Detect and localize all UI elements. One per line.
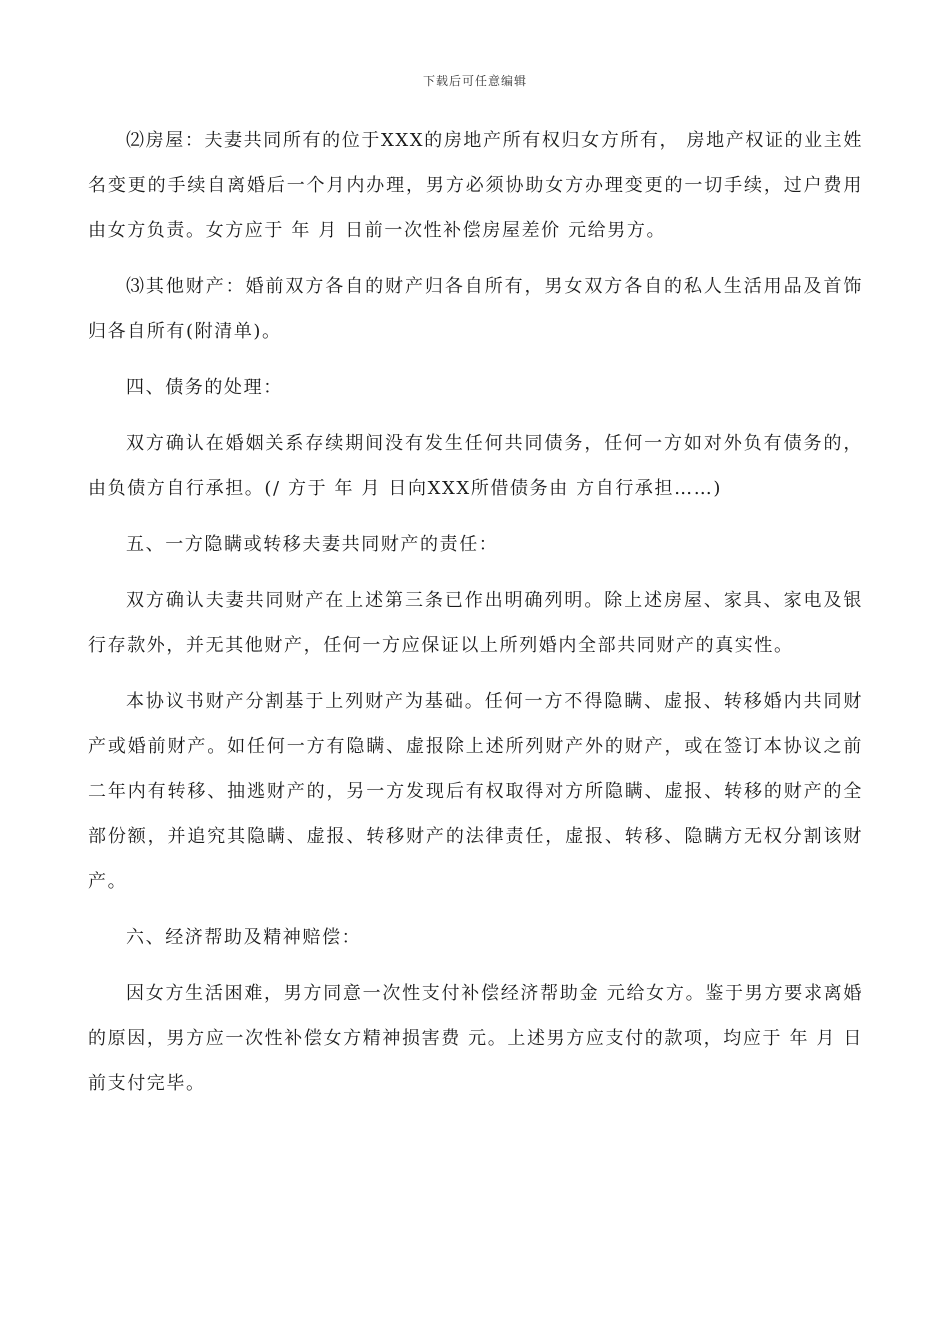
paragraph-division-basis: 本协议书财产分割基于上列财产为基础。任何一方不得隐瞒、虚报、转移婚内共同财产或婚前财产。如任何一方有隐瞒、虚报除上述所列财产外的财产，或在签订本协议之前 二年内有转移、抽逃财产的，另一方发现后有权取得对方所隐瞒、虚报、转移的财产的全部份额，并追究其隐瞒、虚报、转移财产的法律责任，虚报、转移、隐瞒方无权分割该财产。 — [88, 691, 863, 892]
paragraph-compensation: 因女方生活困难，男方同意一次性支付补偿经济帮助金 元给女方。鉴于男方要求离婚的原因，男方应一次性补偿女方精神损害费 元。上述男方应支付的款项，均应于 年 月 日前支付完毕。 — [88, 983, 863, 1094]
page-header: 下载后可任意编辑 — [422, 74, 527, 88]
section-heading-compensation: 六、经济帮助及精神赔偿： — [126, 927, 362, 948]
paragraph-house: ⑵房屋：夫妻共同所有的位于XXX的房地产所有权归女方所有， 房地产权证的业主姓名变更的手续自离婚后一个月内办理，男方必须协助女方办理变更的一切手续，过户费用由女方负责。女方应于 年 月 日前一次性补偿房屋差价 元给男方。 — [88, 130, 863, 241]
paragraph-other-property: ⑶其他财产：婚前双方各自的财产归各自所有，男女双方各自的私人生活用品及首饰归各自所有(附清单)。 — [88, 276, 863, 342]
paragraph-debt: 双方确认在婚姻关系存续期间没有发生任何共同债务，任何一方如对外负有债务的，由负债方自行承担。(/ 方于 年 月 日向XXX所借债务由 方自行承担……) — [88, 433, 863, 499]
document-body — [88, 118, 863, 1106]
section-heading-debt: 四、债务的处理： — [126, 377, 283, 398]
paragraph-property-confirmation: 双方确认夫妻共同财产在上述第三条已作出明确列明。除上述房屋、家具、家电及银行存款外，并无其他财产，任何一方应保证以上所列婚内全部共同财产的真实性。 — [88, 590, 863, 656]
section-heading-concealment: 五、一方隐瞒或转移夫妻共同财产的责任： — [126, 534, 499, 555]
